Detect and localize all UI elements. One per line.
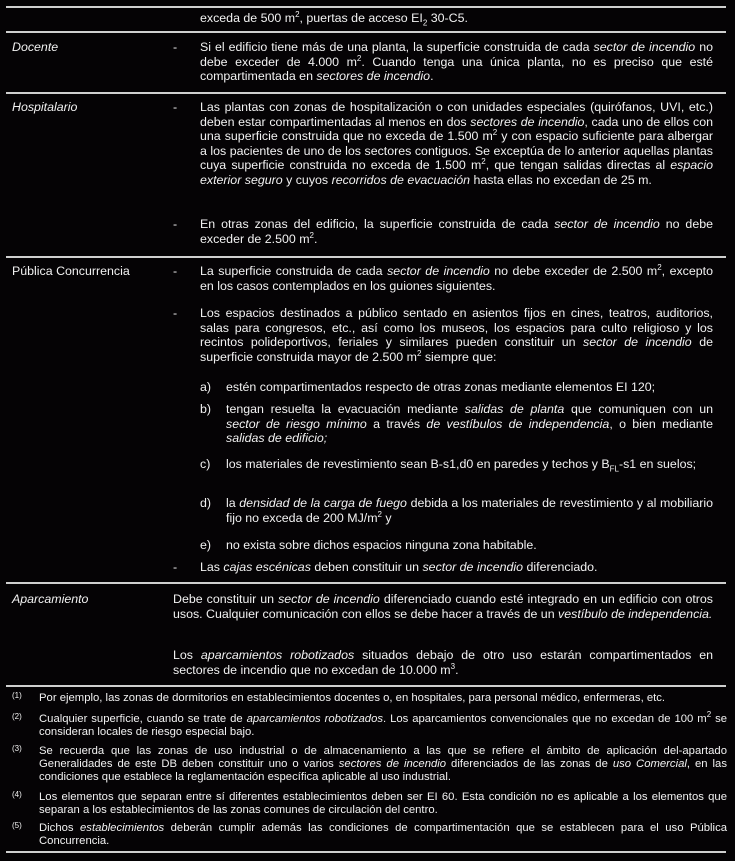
text-run: los materiales de revestimiento sean B-s1,d0 en paredes y techos y B	[226, 457, 610, 471]
text-run: diferenciados de las zonas de	[446, 758, 613, 771]
emphasis-text: aparcamientos robotizados	[246, 713, 384, 725]
text-run: la	[226, 496, 240, 510]
row-text	[200, 264, 713, 293]
emphasis-text: sectores de incendio	[316, 69, 431, 83]
text-run	[226, 457, 713, 472]
row-label: Hospitalario	[12, 100, 78, 114]
text-run: , cada uno de ellos con una superficie construida que no exceda de 1.500 m	[200, 114, 713, 143]
text-run: a)	[200, 380, 212, 394]
text-run: no debe exceder de 2.500 m	[200, 217, 713, 246]
bullet-dash: -	[173, 40, 178, 54]
emphasis-text: salidas de planta	[464, 402, 565, 416]
emphasis-text: establecimientos	[80, 822, 165, 834]
text-run: Las	[200, 560, 224, 574]
row-divider	[6, 256, 726, 258]
emphasis-text: aparcamientos robotizados	[200, 648, 355, 662]
emphasis-text: sector de incendio	[554, 217, 660, 231]
superscript: 2	[416, 348, 422, 358]
row-divider	[6, 582, 726, 584]
text-run: Dichos	[39, 822, 81, 834]
text-run: exceda de 500 m	[200, 11, 296, 25]
text-run: (4)	[12, 790, 22, 799]
text-run: b)	[200, 402, 212, 416]
emphasis-text: vestíbulo de independencia.	[558, 606, 713, 621]
text-run	[39, 745, 727, 785]
text-run: Los espacios destinados a público sentado en asientos fijos en cines, teatros, auditorios, salas para congresos, etc., así como los museos, los espacios para culto religioso y los recintos polideportivos, feriales y similares pueden constituir un	[200, 306, 713, 349]
text-run: que comuniquen con un	[564, 402, 714, 416]
table-bottom-rule	[6, 851, 726, 853]
text-run: deben constituir un	[310, 560, 423, 574]
text-run: no debe exceder de 4.000 m	[200, 40, 713, 69]
emphasis-text: de vestíbulos de independencia	[426, 416, 610, 431]
text-run: (2)	[12, 712, 22, 721]
text-run: de superficie construida mayor de 2.500 m	[200, 335, 713, 364]
continuation-text	[200, 11, 713, 26]
emphasis-text: salidas de edificio;	[226, 431, 328, 445]
emphasis-text: sector de incendio	[422, 560, 524, 574]
row-text	[200, 40, 713, 84]
table-top-rule	[6, 6, 726, 8]
bullet-dash: -	[173, 306, 178, 320]
text-run: , puertas de acceso EI	[299, 11, 423, 25]
text-run: no debe exceder de 2.500 m	[489, 264, 658, 278]
text-run: diferenciado cuando esté integrado en un edificio con otros usos. Cualquier comunicación con ellos se debe hacer a través de un	[173, 592, 713, 621]
text-run: (1)	[12, 691, 22, 700]
text-run: diferenciado.	[523, 560, 598, 574]
text-run: deberán cumplir además las condiciones de compartimentación que se establecen para el uso Pública Concurrencia.	[39, 822, 728, 848]
text-run	[226, 402, 713, 446]
text-run: situados debajo de otro uso estarán compartimentados en sectores de incendio que no excedan de 10.000 m	[173, 648, 714, 677]
text-run: (3)	[12, 744, 22, 753]
superscript: 3	[450, 661, 456, 671]
subscript: 2	[422, 18, 428, 28]
row-label: Aparcamiento	[12, 592, 89, 606]
text-run: y	[381, 510, 392, 525]
row-text	[173, 648, 713, 677]
text-run: Debe constituir un	[173, 592, 279, 606]
row-text	[200, 306, 713, 364]
text-run: , excepto en los casos contemplados en los guiones siguientes.	[200, 264, 713, 293]
text-run: c)	[200, 457, 211, 471]
text-run: Por ejemplo, las zonas de dormitorios en establecimientos docentes o, en hospitales, para personal médico, enfermeras, etc.	[39, 692, 666, 704]
text-run: d)	[200, 496, 212, 510]
emphasis-text: sectores de incendio	[470, 114, 585, 129]
text-run: , o bien mediante	[609, 416, 713, 431]
row-divider	[6, 92, 726, 94]
text-run: Si el edificio tiene más de una planta, la superficie construida de cada	[200, 40, 594, 54]
emphasis-text: espacio exterior seguro	[200, 158, 713, 187]
emphasis-text: sector de riesgo mínimo	[226, 416, 367, 431]
text-run: Los elementos que separan entre sí diferentes establecimientos deben ser EI 60. Esta condición no es aplicable a los elementos que separan a los establecimientos de las zonas comunes de circulación del centro.	[39, 791, 727, 817]
row-label: Pública Concurrencia	[12, 264, 130, 278]
emphasis-text: cajas escénicas	[223, 560, 311, 574]
superscript: 2	[492, 127, 498, 137]
text-run: La superficie construida de cada	[200, 264, 388, 278]
subscript: FL	[609, 464, 619, 474]
emphasis-text: sector de incendio	[583, 335, 692, 349]
bullet-dash: -	[173, 264, 178, 278]
text-run	[39, 822, 727, 848]
text-run: Los	[173, 648, 201, 662]
text-run: e)	[200, 538, 212, 552]
emphasis-text: uso Comercial	[612, 758, 687, 771]
text-run: a través	[366, 416, 427, 431]
row-text	[200, 560, 713, 575]
bullet-dash: -	[173, 217, 178, 231]
superscript: 2	[657, 262, 662, 272]
emphasis-text: sector de incendio	[387, 264, 490, 278]
text-run: debida a los materiales de revestimiento y al mobiliario fijo no exceda de 200 MJ/m	[226, 496, 714, 525]
row-text	[200, 100, 713, 187]
text-run: -s1 en suelos;	[618, 457, 697, 471]
text-run: .	[430, 69, 434, 83]
text-run: no exista sobre dichos espacios ninguna zona habitable.	[226, 538, 537, 552]
text-run: . Cuando tenga una única planta, no es preciso que esté compartimentada en	[200, 54, 713, 83]
emphasis-text: sectores de incendio	[338, 758, 447, 771]
superscript: 2	[481, 156, 486, 166]
text-run: , que tengan salidas directas al	[485, 158, 671, 172]
text-run: 30-C5.	[427, 11, 468, 25]
bullet-dash: -	[173, 560, 178, 574]
text-run: y con espacio suficiente para albergar a los pacientes de uno de los sectores contiguos. Se exceptúa de lo anterior aquellas plantas cuya superficie construida no exceda de 1.500 m	[200, 129, 713, 172]
text-run: tengan resuelta la evacuación mediante	[226, 402, 465, 416]
text-run: .	[313, 231, 318, 246]
text-run: .	[455, 662, 459, 677]
emphasis-text: densidad de la carga de fuego	[239, 496, 407, 510]
row-divider	[6, 31, 726, 33]
text-run: siempre que:	[421, 349, 497, 364]
row-text	[173, 592, 713, 621]
text-run: (5)	[12, 821, 22, 830]
emphasis-text: sector de incendio	[593, 40, 696, 54]
emphasis-text: sector de incendio	[278, 592, 380, 606]
row-divider	[6, 685, 726, 687]
superscript: 2	[377, 509, 382, 519]
text-run: y cuyos	[282, 172, 332, 187]
bullet-dash: -	[173, 100, 178, 114]
text-run: . Los aparcamientos convencionales que no excedan de 100 m	[383, 713, 707, 725]
superscript: 2	[706, 710, 712, 720]
text-run: se consideran locales de riesgo especial bajo.	[39, 713, 728, 739]
emphasis-text: recorridos de evacuación	[331, 172, 471, 187]
row-label: Docente	[12, 40, 59, 54]
text-run: estén compartimentados respecto de otras zonas mediante elementos EI 120;	[226, 380, 656, 394]
text-run: En otras zonas del edificio, la superficie construida de cada	[200, 217, 555, 231]
text-run: hasta ellas no excedan de 25 m.	[470, 172, 652, 187]
text-run: Las plantas con zonas de hospitalización o con unidades especiales (quirófanos, UVI, etc.) deben estar compartimentadas al menos en dos	[200, 100, 713, 129]
text-run: Se recuerda que las zonas de uso industrial o de almacenamiento a las que se refiere el ámbito de aplicación del-apartado Generalidades de este DB deben constituir uno o varios	[39, 745, 727, 771]
text-run	[39, 710, 728, 739]
row-text	[200, 217, 713, 246]
superscript: 2	[309, 230, 314, 240]
text-run: Cualquier superficie, cuando se trate de	[39, 713, 247, 725]
superscript: 2	[356, 53, 362, 63]
superscript: 2	[295, 9, 300, 19]
text-run: , en las condiciones que establece la reglamentación específica aplicable al uso industrial.	[39, 758, 727, 784]
text-run	[226, 496, 713, 525]
